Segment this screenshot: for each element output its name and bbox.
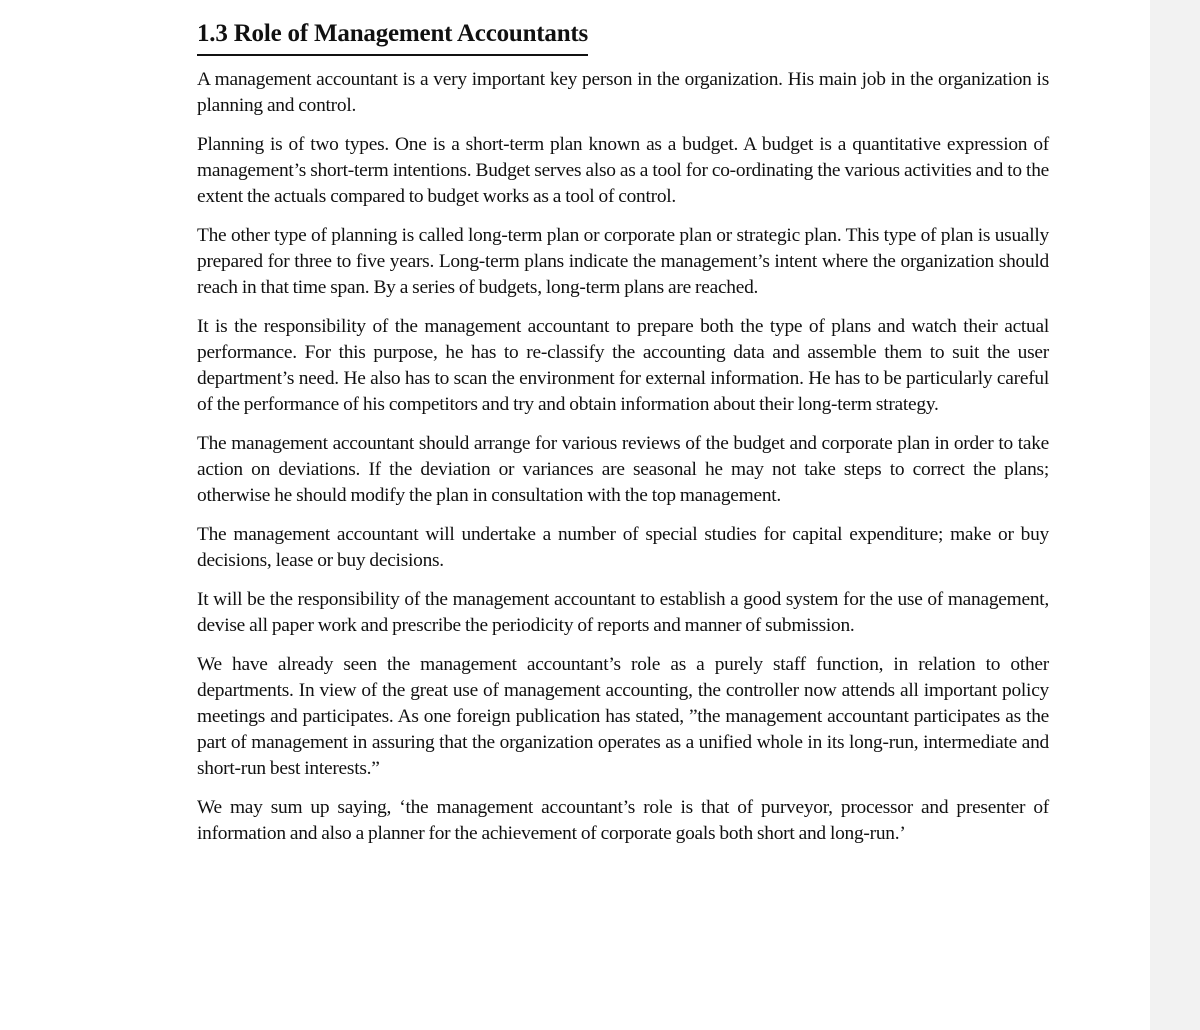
- paragraph-7: It will be the responsibility of the management accountant to establish a good system for the use of management, devise all paper work and prescribe the periodicity of reports and manner of submission.: [197, 589, 1049, 636]
- paragraph-9: We may sum up saying, ‘the management accountant’s role is that of purveyor, processor and presenter of information and also a planner for the achievement of corporate goals both short and long-run.’: [197, 797, 1049, 844]
- paragraph-1: A management accountant is a very important key person in the organization. His main job in the organization is planning and control.: [197, 69, 1049, 116]
- paragraph-3: The other type of planning is called long-term plan or corporate plan or strategic plan. This type of plan is usually prepared for three to five years. Long-term plans indicate the management’s intent where the organization should reach in that time span. By a series of budgets, long-term plans are reached.: [197, 225, 1049, 298]
- paragraph-5: The management accountant should arrange for various reviews of the budget and corporate plan in order to take action on deviations. If the deviation or variances are seasonal he may not take steps to correct the plans; otherwise he should modify the plan in consultation with the top management.: [197, 433, 1049, 506]
- paragraph-2: Planning is of two types. One is a short-term plan known as a budget. A budget is a quantitative expression of management’s short-term intentions. Budget serves also as a tool for co-ordinating the various activities and to the extent the actuals compared to budget works as a tool of control.: [197, 134, 1049, 207]
- page-content: [197, 14, 1049, 860]
- section-heading: 1.3 Role of Management Accountants: [197, 14, 588, 56]
- paragraph-4: It is the responsibility of the management accountant to prepare both the type of plans and watch their actual performance. For this purpose, he has to re-classify the accounting data and assemble them to suit the user department’s need. He also has to scan the environment for external information. He has to be particularly careful of the performance of his competitors and try and obtain information about their long-term strategy.: [197, 316, 1049, 415]
- paragraph-8: We have already seen the management accountant’s role as a purely staff function, in relation to other departments. In view of the great use of management accounting, the controller now attends all important policy meetings and participates. As one foreign publication has stated, ”the management accountant participates as the part of management in assuring that the organization operates as a unified whole in its long-run, intermediate and short-run best interests.”: [197, 654, 1049, 779]
- paragraph-6: The management accountant will undertake a number of special studies for capital expenditure; make or buy decisions, lease or buy decisions.: [197, 524, 1049, 571]
- viewer-side-gutter: [1150, 0, 1200, 1030]
